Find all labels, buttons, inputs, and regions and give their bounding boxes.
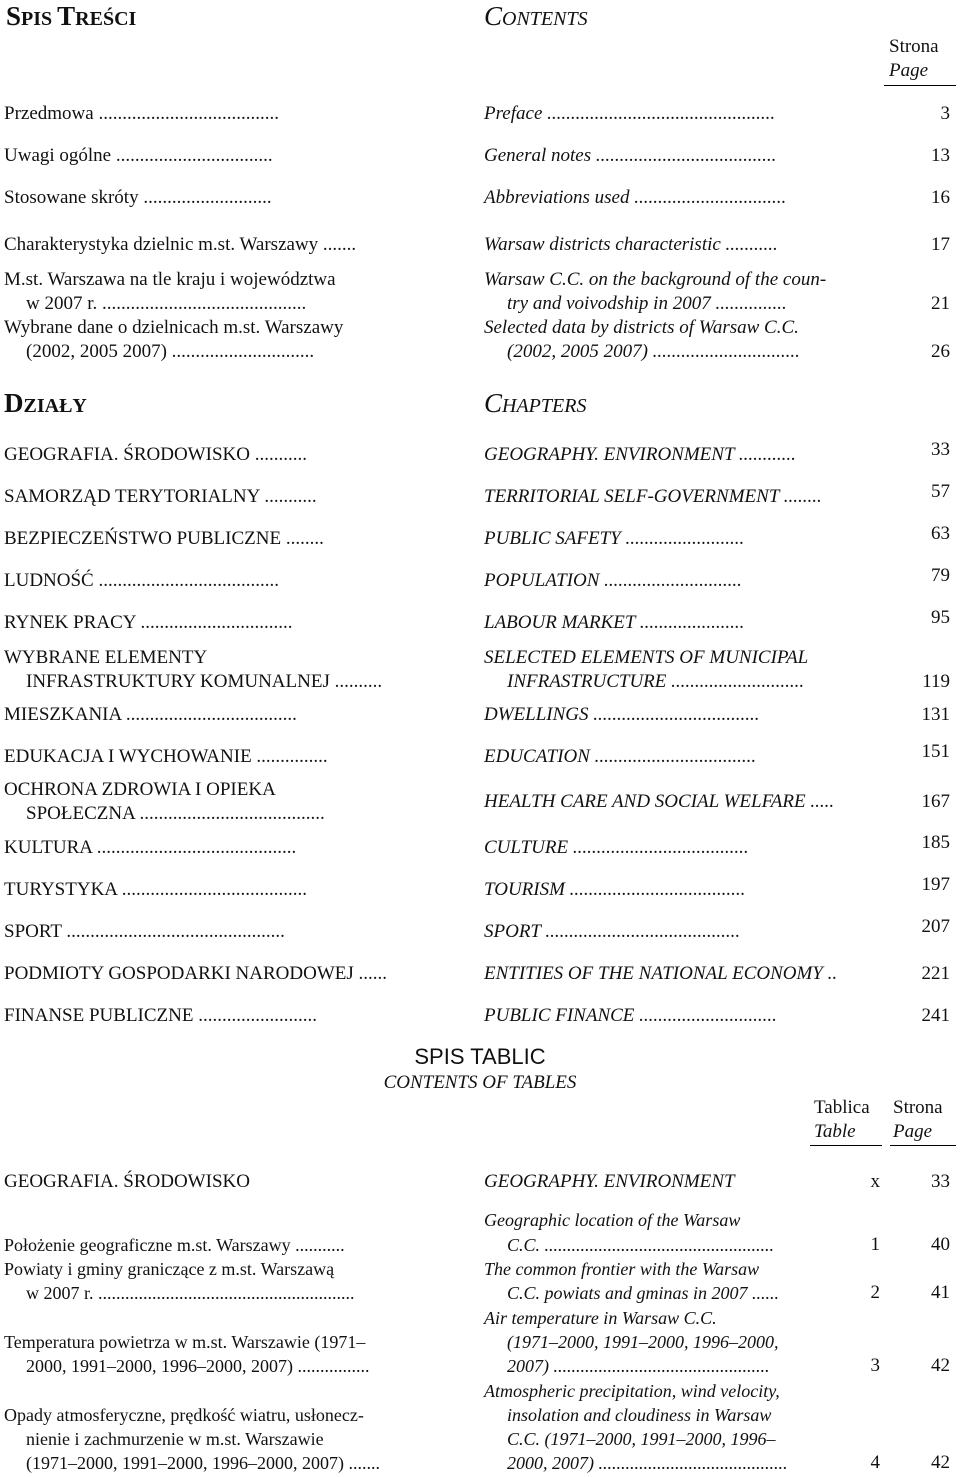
- chapters-heading-en-rest: HAPTERS: [502, 395, 587, 417]
- table-2-en-0[interactable]: The common frontier with the Warsaw: [484, 1259, 760, 1279]
- chapter2-pl-0[interactable]: MIESZKANIA ....................................: [4, 704, 297, 725]
- pl-title-pis: PIS: [21, 8, 58, 30]
- chapters-heading-pl-rest: ZIAŁY: [23, 395, 87, 417]
- chapter-page-3: 79: [931, 565, 950, 586]
- table-1-number: 1: [870, 1234, 880, 1255]
- chapter3-page-2: 207: [921, 916, 950, 937]
- table-3-pl-0[interactable]: Temperatura powietrza w m.st. Warszawie (1971–: [4, 1332, 366, 1352]
- overview-pl-1a[interactable]: M.st. Warszawa na tle kraju i województwa: [4, 269, 336, 290]
- chapter2-page-0: 131: [921, 704, 950, 725]
- table-4-pl-2[interactable]: (1971–2000, 1991–2000, 1996–2000, 2007) .......: [26, 1453, 380, 1473]
- table-1-page: 40: [931, 1234, 950, 1255]
- chapter3-pl-3[interactable]: PODMIOTY GOSPODARKI NARODOWEJ ......: [4, 963, 387, 984]
- chapter3-en-3[interactable]: ENTITIES OF THE NATIONAL ECONOMY ..: [484, 963, 838, 984]
- chapter-infra-page: 119: [922, 671, 950, 692]
- chapter3-pl-2[interactable]: SPORT ..............................................: [4, 921, 285, 942]
- chapter3-en-1[interactable]: TOURISM .....................................: [484, 879, 746, 900]
- table-2-page: 41: [931, 1282, 950, 1303]
- header-strona: Strona: [889, 36, 939, 57]
- chapters-heading-pl: [4, 387, 87, 424]
- chapter-pl-3[interactable]: LUDNOŚĆ ......................................: [4, 570, 279, 591]
- chapter-page-0: 33: [931, 439, 950, 460]
- chapter3-pl-0[interactable]: KULTURA ..........................................: [4, 837, 297, 858]
- overview-en-1b[interactable]: try and voivodship in 2007 ...............: [507, 293, 787, 314]
- intro-en-3[interactable]: Warsaw districts characteristic ...........: [484, 234, 778, 255]
- tables-heading-en: CONTENTS OF TABLES: [383, 1072, 577, 1093]
- table-2-pl-1[interactable]: w 2007 r. .........................................................: [26, 1283, 355, 1303]
- chapter-infra-en-1[interactable]: SELECTED ELEMENTS OF MUNICIPAL: [484, 647, 809, 668]
- chapter-infra-pl-2[interactable]: INFRASTRUKTURY KOMUNALNEJ ..........: [26, 671, 383, 692]
- intro-pl-3[interactable]: Charakterystyka dzielnic m.st. Warszawy .......: [4, 234, 357, 255]
- chapter2-pl-1[interactable]: EDUKACJA I WYCHOWANIE ...............: [4, 746, 328, 767]
- en-title-ontents: ONTENTS: [502, 8, 588, 30]
- chapter3-en-2[interactable]: SPORT .........................................: [484, 921, 741, 942]
- overview-en-2a[interactable]: Selected data by districts of Warsaw C.C.: [484, 317, 799, 338]
- chapter3-en-4[interactable]: PUBLIC FINANCE .............................: [484, 1005, 777, 1026]
- intro-page-1: 13: [931, 145, 950, 166]
- en-title-c: C: [484, 1, 503, 31]
- table-3-page: 42: [931, 1355, 950, 1376]
- chapter3-page-0: 185: [921, 832, 950, 853]
- intro-page-2: 16: [931, 187, 950, 208]
- intro-en-1[interactable]: General notes ......................................: [484, 145, 777, 166]
- intro-en-2[interactable]: Abbreviations used ................................: [484, 187, 787, 208]
- pl-title-resci: REŚCI: [75, 8, 137, 30]
- table-3-en-1[interactable]: (1971–2000, 1991–2000, 1996–2000,: [507, 1332, 779, 1352]
- table-4-en-0[interactable]: Atmospheric precipitation, wind velocity,: [484, 1381, 780, 1401]
- intro-pl-2[interactable]: Stosowane skróty ...........................: [4, 187, 272, 208]
- chapters-heading-en-c: C: [484, 388, 503, 418]
- chapter3-page-3: 221: [921, 963, 950, 984]
- table-1-en-1[interactable]: C.C. ...................................................: [507, 1235, 775, 1255]
- chapter-pl-4[interactable]: RYNEK PRACY ................................: [4, 612, 293, 633]
- chapter-en-3[interactable]: POPULATION .............................: [484, 570, 742, 591]
- chapter-infra-pl-1[interactable]: WYBRANE ELEMENTY: [4, 647, 208, 668]
- overview-page-1: 21: [931, 293, 950, 314]
- table-1-en-0[interactable]: Geographic location of the Warsaw: [484, 1210, 741, 1230]
- intro-page-3: 17: [931, 234, 950, 255]
- chapter-page-4: 95: [931, 607, 950, 628]
- table-3-en-2[interactable]: 2007) ................................................: [507, 1356, 770, 1376]
- table-4-en-3[interactable]: 2000, 2007) ..........................................: [507, 1453, 788, 1473]
- table-2-number: 2: [870, 1282, 880, 1303]
- tables-section-pl[interactable]: GEOGRAFIA. ŚRODOWISKO: [4, 1171, 250, 1192]
- table-4-en-1[interactable]: insolation and cloudiness in Warsaw: [507, 1405, 772, 1425]
- chapter-pl-1[interactable]: SAMORZĄD TERYTORIALNY ...........: [4, 486, 317, 507]
- chapter-en-2[interactable]: PUBLIC SAFETY .........................: [484, 528, 745, 549]
- chapter-health-en[interactable]: HEALTH CARE AND SOCIAL WELFARE .....: [484, 791, 835, 812]
- overview-pl-1b[interactable]: w 2007 r. ...........................................: [26, 293, 307, 314]
- chapter3-page-4: 241: [921, 1005, 950, 1026]
- chapter2-en-1[interactable]: EDUCATION ..................................: [484, 746, 757, 767]
- chapter-en-0[interactable]: GEOGRAPHY. ENVIRONMENT ............: [484, 444, 796, 465]
- table-2-en-1[interactable]: C.C. powiats and gminas in 2007 ......: [507, 1283, 780, 1303]
- pl-title-t: T: [57, 1, 76, 31]
- chapter-en-1[interactable]: TERRITORIAL SELF-GOVERNMENT ........: [484, 486, 822, 507]
- chapter-health-pl-2[interactable]: SPOŁECZNA .......................................: [26, 803, 325, 824]
- table-3-pl-1[interactable]: 2000, 1991–2000, 1996–2000, 2007) ................: [26, 1356, 370, 1376]
- table-4-number: 4: [870, 1452, 880, 1473]
- chapter-pl-2[interactable]: BEZPIECZEŃSTWO PUBLICZNE ........: [4, 528, 324, 549]
- tables-heading-pl: SPIS TABLIC: [414, 1044, 546, 1069]
- table-1-pl-0[interactable]: Położenie geograficzne m.st. Warszawy ...........: [4, 1235, 345, 1255]
- chapter2-page-1: 151: [921, 741, 950, 762]
- tables-rule-page: [890, 1145, 956, 1146]
- chapter-page-2: 63: [931, 523, 950, 544]
- tables-col-tablica: Tablica: [814, 1097, 870, 1118]
- en-title: [484, 0, 588, 37]
- tables-section-en[interactable]: GEOGRAPHY. ENVIRONMENT: [484, 1171, 735, 1192]
- tables-col-strona: Strona: [893, 1097, 943, 1118]
- pl-title-s: S: [6, 1, 22, 31]
- intro-pl-1[interactable]: Uwagi ogólne .................................: [4, 145, 273, 166]
- chapters-heading-en: [484, 387, 586, 424]
- chapter-en-4[interactable]: LABOUR MARKET ......................: [484, 612, 745, 633]
- table-4-pl-1[interactable]: nienie i zachmurzenie w m.st. Warszawie: [26, 1429, 324, 1449]
- table-3-number: 3: [870, 1355, 880, 1376]
- overview-pl-2a[interactable]: Wybrane dane o dzielnicach m.st. Warszawy: [4, 317, 344, 338]
- table-3-en-0[interactable]: Air temperature in Warsaw C.C.: [484, 1308, 717, 1328]
- pl-title: [6, 0, 136, 37]
- chapter3-pl-4[interactable]: FINANSE PUBLICZNE .........................: [4, 1005, 317, 1026]
- tables-section-page: 33: [931, 1171, 950, 1192]
- overview-en-1a[interactable]: Warsaw C.C. on the background of the coun-: [484, 269, 827, 290]
- table-4-en-2[interactable]: C.C. (1971–2000, 1991–2000, 1996–: [507, 1429, 776, 1449]
- chapter-health-pl-1[interactable]: OCHRONA ZDROWIA I OPIEKA: [4, 779, 276, 800]
- tables-rule-table: [810, 1145, 882, 1146]
- chapters-heading-pl-d: D: [4, 388, 24, 418]
- header-page: Page: [889, 60, 929, 81]
- chapter3-page-1: 197: [921, 874, 950, 895]
- table-4-page: 42: [931, 1452, 950, 1473]
- chapter-pl-0[interactable]: GEOGRAFIA. ŚRODOWISKO ...........: [4, 444, 307, 465]
- overview-en-2b[interactable]: (2002, 2005 2007) ...............................: [507, 341, 800, 362]
- header-rule: [884, 85, 956, 86]
- table-2-pl-0[interactable]: Powiaty i gminy graniczące z m.st. Warszawą: [4, 1259, 335, 1279]
- tables-col-table: Table: [814, 1121, 856, 1142]
- intro-pl-0[interactable]: Przedmowa ......................................: [4, 103, 279, 124]
- chapter2-en-0[interactable]: DWELLINGS ...................................: [484, 704, 760, 725]
- chapter-infra-en-2[interactable]: INFRASTRUCTURE ............................: [507, 671, 805, 692]
- intro-page-0: 3: [940, 103, 950, 124]
- table-4-pl-0[interactable]: Opady atmosferyczne, prędkość wiatru, usłonecz-: [4, 1405, 364, 1425]
- chapter3-pl-1[interactable]: TURYSTYKA .......................................: [4, 879, 307, 900]
- chapter3-en-0[interactable]: CULTURE .....................................: [484, 837, 749, 858]
- intro-en-0[interactable]: Preface ................................................: [484, 103, 776, 124]
- tables-col-page: Page: [893, 1121, 933, 1142]
- tables-section-table: x: [870, 1171, 880, 1192]
- overview-pl-2b[interactable]: (2002, 2005 2007) ..............................: [26, 341, 315, 362]
- chapter-page-1: 57: [931, 481, 950, 502]
- chapter-health-page: 167: [921, 791, 950, 812]
- overview-page-2: 26: [931, 341, 950, 362]
